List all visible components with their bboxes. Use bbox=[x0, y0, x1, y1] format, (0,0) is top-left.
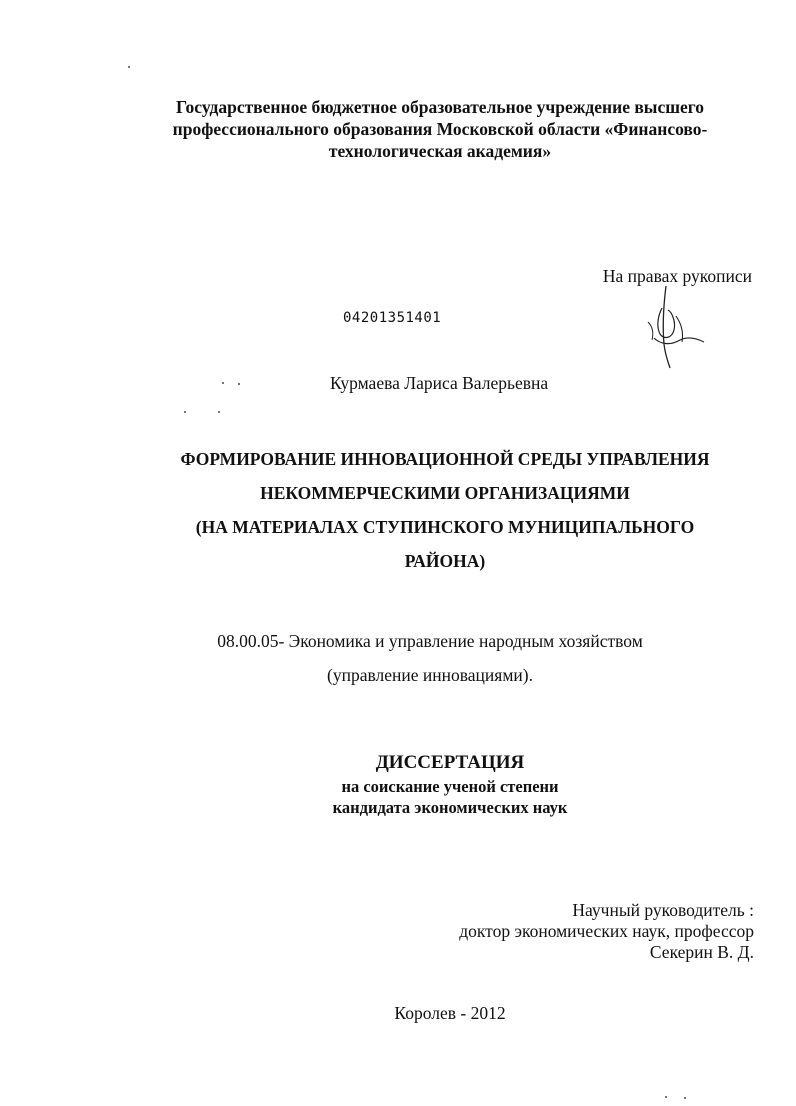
degree-line: кандидата экономических наук bbox=[332, 798, 568, 817]
handwritten-signature bbox=[640, 282, 710, 372]
author-name: Курмаева Лариса Валерьевна bbox=[330, 373, 549, 393]
advisor-line: Секерин В. Д. bbox=[649, 942, 754, 962]
specialty-line: 08.00.05- Экономика и управление народным хозяйством bbox=[217, 631, 643, 651]
scan-speck bbox=[238, 383, 240, 385]
institution-line: Государственное бюджетное образовательное учреждение высшего bbox=[175, 97, 705, 117]
advisor-line: Научный руководитель : bbox=[572, 900, 754, 920]
scan-speck bbox=[184, 411, 186, 413]
institution-line: технологическая академия» bbox=[328, 141, 552, 161]
specialty-line: (управление инновациями). bbox=[327, 665, 533, 685]
scan-speck bbox=[128, 66, 130, 68]
rights-note: На правах рукописи bbox=[602, 266, 752, 286]
dissertation-title bbox=[130, 442, 760, 578]
degree-description bbox=[250, 776, 650, 818]
institution-name bbox=[100, 96, 780, 162]
title-line: ФОРМИРОВАНИЕ ИННОВАЦИОННОЙ СРЕДЫ УПРАВЛЕНИЯ bbox=[180, 449, 710, 469]
scan-speck bbox=[218, 411, 220, 413]
city-year: Королев - 2012 bbox=[394, 1003, 506, 1023]
scientific-advisor bbox=[380, 900, 754, 963]
institution-line: профессионального образования Московской области «Финансово- bbox=[172, 119, 708, 139]
title-line: РАЙОНА) bbox=[404, 551, 486, 571]
degree-line: на соискание ученой степени bbox=[341, 777, 559, 796]
title-line: НЕКОММЕРЧЕСКИМИ ОРГАНИЗАЦИЯМИ bbox=[260, 483, 630, 503]
title-line: (НА МАТЕРИАЛАХ СТУПИНСКОГО МУНИЦИПАЛЬНОГО bbox=[195, 517, 695, 537]
scan-speck bbox=[222, 382, 224, 384]
scan-speck bbox=[665, 1096, 667, 1098]
specialty-code bbox=[150, 624, 710, 692]
dissertation-heading: ДИССЕРТАЦИЯ bbox=[375, 752, 525, 773]
advisor-line: доктор экономических наук, профессор bbox=[459, 921, 754, 941]
scan-speck bbox=[684, 1097, 686, 1099]
document-number: 04201351401 bbox=[343, 310, 442, 326]
